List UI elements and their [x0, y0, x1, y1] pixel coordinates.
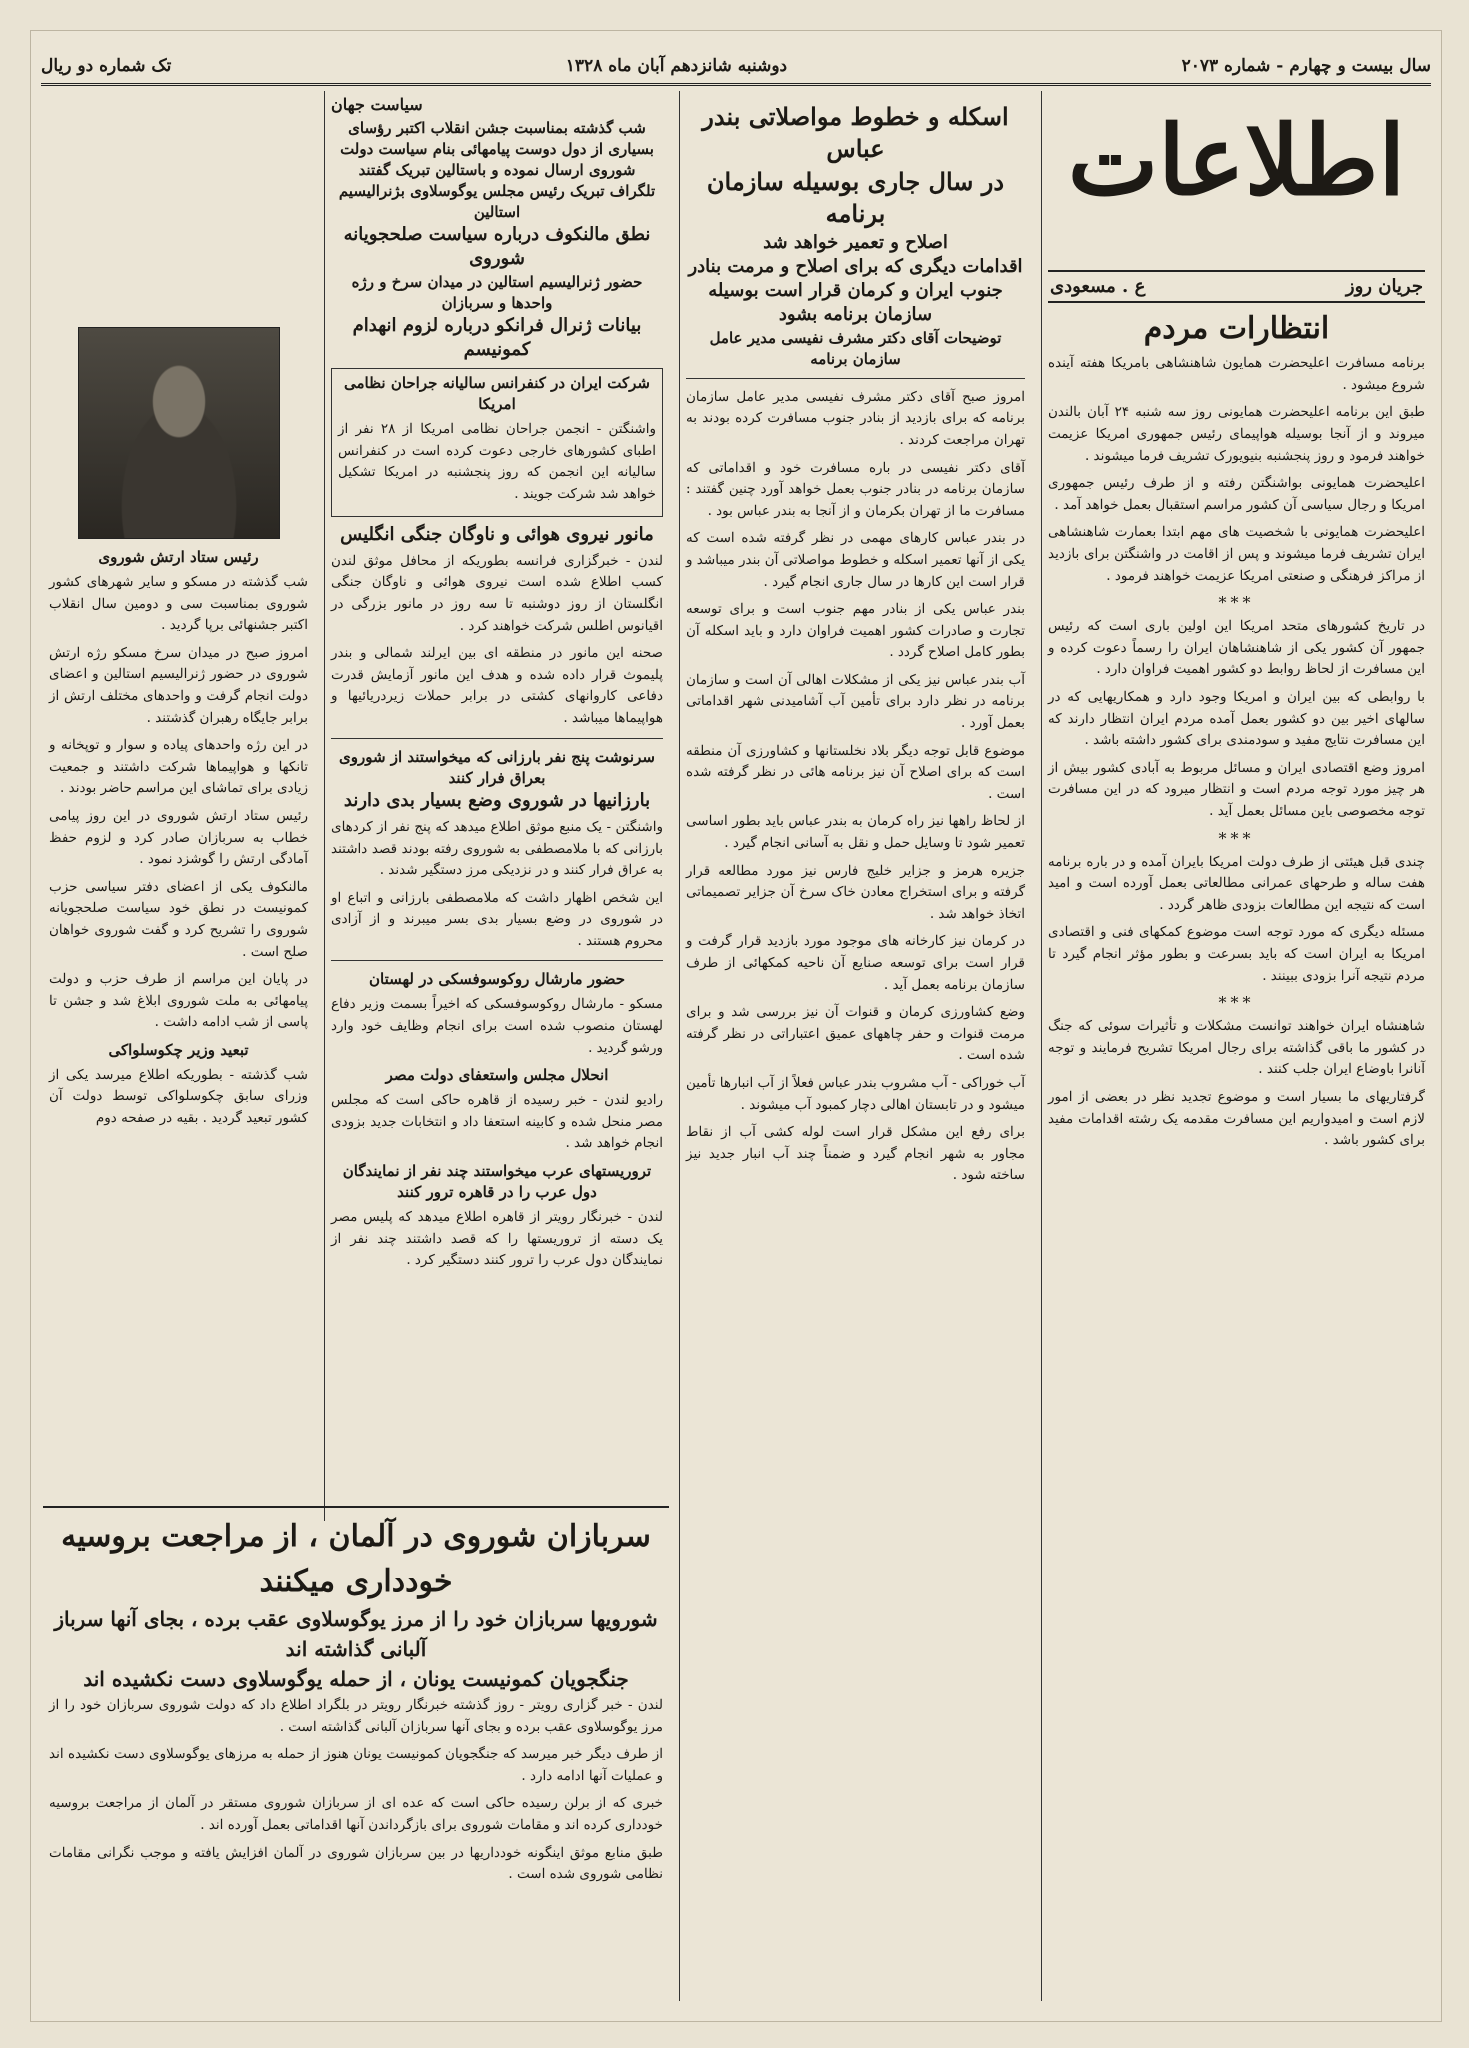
- article-paragraph: آقای دکتر نفیسی در باره مسافرت خود و اقداماتی که سازمان برنامه در بنادر جنوب بعمل خواهد آورد چنین گفتند : مسافرت ما از تهران بکرمان و از آنجا به بندر عباس بود .: [686, 459, 1025, 519]
- column-world-politics: [324, 91, 669, 1521]
- article-paragraph: در بندر عباس کارهای مهمی در نظر گرفته شده است که یکی از آنها تعمیر اسکله و خطوط مواصلاتی آن بندر میباشد و قرار است این کارها در سال جاری انجام گیرد .: [686, 530, 1025, 590]
- news-headline: مانور نیروی هوائی و ناوگان جنگی انگلیس: [340, 523, 654, 545]
- article-paragraph: آب خوراکی - آب مشروب بندر عباس فعلاً از آب انبارها تأمین میشود و در تابستان اهالی دچار کمبود آب میشوند .: [686, 1074, 1025, 1113]
- column-editorial: [1041, 91, 1431, 2001]
- news-headline: سرنوشت پنج نفر بارزانی که میخواستند از شوروی بعراق فرار کنند: [339, 747, 655, 787]
- box-headline: شرکت ایران در کنفرانس سالیانه جراحان نظامی امریکا: [344, 374, 650, 414]
- article-subheadline: اصلاح و تعمیر خواهد شد: [763, 231, 948, 253]
- column-soviet-news: [43, 321, 314, 1521]
- year-issue: سال بیست و چهارم - شماره ۲۰۷۳: [1181, 56, 1431, 76]
- news-paragraph: این شخص اظهار داشت که ملامصطفی بارزانی و اتباع او در شوروی در وضع بسیار بدی بسر میبرند و از آزادی محروم هستند .: [331, 889, 663, 949]
- news-paragraph: امروز صبح در میدان سرخ مسکو رژه ارتش شوروی در حضور ژنرالیسیم استالین و اعضای دولت انجام گرفت و واحدهای مختلف ارتش از برابر جایگاه رهبران گذشتند .: [49, 644, 308, 726]
- article-paragraph: در کرمان نیز کارخانه های موجود مورد بازدید قرار گرفت و قرار است برای توسعه صنایع آن ناحیه کمکهائی از طرف سازمان برنامه بعمل آید .: [686, 933, 1025, 993]
- portrait-photo: [78, 327, 280, 539]
- editorial-headline: انتظارات مردم: [1143, 310, 1330, 346]
- photo-caption: رئیس ستاد ارتش شوروی: [98, 548, 259, 566]
- banner-paragraph: لندن - خبر گزاری رویتر - روز گذشته خبرنگار رویتر در بلگراد اطلاع داد که دولت شوروی سربازان خود را از مرز یوگوسلاوی عقب برده و بجای آنها سربازان آلبانی گذاشته است .: [49, 1697, 663, 1735]
- news-headline: تلگراف تبریک رئیس مجلس یوگوسلاوی بژنرالیسیم استالین: [338, 182, 656, 221]
- news-paragraph: در این رژه واحدهای پیاده و سوار و توپخانه و تانکها و هواپیماها شرکت داشتند و جمعیت زیادی برای تماشای این مراسم حاضر بودند .: [49, 737, 308, 797]
- news-paragraph: رئیس ستاد ارتش شوروی در این روز پیامی خطاب به سربازان صادر کرد و لزوم حفظ آمادگی ارتش را گوشزد نمود .: [49, 807, 308, 868]
- news-headline: انحلال مجلس واستعفای دولت مصر: [385, 1066, 609, 1085]
- news-headline: تبعید وزیر چکوسلواکی: [108, 1040, 249, 1059]
- news-paragraph: لندن - خبرگزاری فرانسه بطوریکه از محافل موثق لندن کسب اطلاع شده است نیروی هوائی و ناوگان جنگی انگلستان از روز دوشنبه تا سه روز در مانور بزرگی در اقیانوس اطلس شرکت خواهند کرد .: [331, 552, 663, 634]
- masthead-title: اطلاعات: [1067, 104, 1406, 217]
- news-paragraph: صحنه این مانور در منطقه ای بین ایرلند شمالی و بندر پلیموث قرار داده شده و هدف این مانور آزمایش قدرت دفاعی کاروانهای کشتی در برابر حملات زیردریائیها و هواپیماها میباشد .: [331, 645, 663, 727]
- banner-subheadline: شورویها سربازان خود را از مرز یوگوسلاوی عقب برده ، بجای آنها سرباز آلبانی گذاشته اند: [54, 1607, 658, 1661]
- section-label: سیاست جهان: [331, 95, 423, 114]
- column-bandar-abbas: [679, 91, 1031, 2001]
- article-deck: اقدامات دیگری که برای اصلاح و مرمت بنادر جنوب ایران و کرمان قرار است بوسیله سازمان برنامه بشود: [688, 255, 1023, 326]
- banner-paragraph: از طرف دیگر خبر میرسد که جنگجویان کمونیست یونان هنوز از حمله به مرزهای یوگوسلاوی دست نکشیده اند و عملیات آنها ادامه دارد .: [49, 1746, 663, 1784]
- editorial-paragraph: اعلیحضرت همایونی بواشنگتن رفته و از طرف رئیس جمهوری امریکا و رجال سیاسی آن کشور مراسم استقبال بعمل خواهد آمد .: [1048, 475, 1425, 513]
- news-paragraph: در پایان این مراسم از طرف حزب و دولت پیامهائی به ملت شوروی ابلاغ شد و جشن تا پاسی از شب ادامه داشت .: [49, 971, 308, 1031]
- article-paragraph: بندر عباس یکی از بنادر مهم جنوب است و برای توسعه تجارت و صادرات کشور اهمیت فراوان دارد و باید اسکله آن بطور کامل اصلاح گردد .: [686, 601, 1025, 661]
- separator-stars: ***: [1218, 593, 1255, 613]
- news-paragraph: لندن - خبرنگار رویتر از قاهره اطلاع میدهد که پلیس مصر یک دسته از تروریستها را که قصد داشتند چند نفر از نمایندگان دول عرب را ترور کنند دستگیر کرد .: [331, 1209, 663, 1269]
- article-headline-2: در سال جاری بوسیله سازمان برنامه: [706, 166, 1005, 229]
- news-paragraph: شب گذشته در مسکو و سایر شهرهای کشور شوروی بمناسبت سی و دومین سال انقلاب اکتبر جشنهائی برپا گردید .: [49, 574, 308, 634]
- editorial-paragraph: گرفتاریهای ما بسیار است و موضوع تجدید نظر در بعضی از امور لازم است و امیدواریم این مسافرت مقدمه یک رشته اقدامات مفید برای کشور باشد .: [1048, 1088, 1425, 1149]
- article-paragraph: از لحاظ راهها نیز راه کرمان به بندر عباس باید بطور اساسی تعمیر شود تا وسایل حمل و نقل به آسانی انجام گیرد .: [686, 813, 1025, 852]
- editorial-paragraph: برنامه مسافرت اعلیحضرت همایون شاهنشاهی بامریکا هفته آینده شروع میشود .: [1048, 355, 1425, 393]
- editorial-paragraph: چندی قبل هیئتی از طرف دولت امریکا بایران آمده و در باره برنامه هفت ساله و طرحهای عمرانی مطالعاتی بعمل آورده است و امید است که نتیجه این مطالعات بزودی ظاهر گردد .: [1048, 853, 1425, 913]
- banner-paragraph: طبق منابع موثق اینگونه خودداریها در بین سربازان شوروی در آلمان افزایش یافته و موجب نگرانی مقامات نظامی شوروی شده است .: [49, 1844, 663, 1883]
- news-paragraph: واشنگتن - یک منبع موثق اطلاع میدهد که پنج نفر از کردهای بارزانی که با ملامصطفی به شوروی رفته بودند قصد داشتند به عراق فرار کنند و در نزدیکی مرز دستگیر شدند .: [331, 818, 663, 879]
- article-paragraph: برای رفع این مشکل قرار است لوله کشی آب از نقاط مجاور به شهر انجام گیرد و ضمناً چند آب انبار جدید نیز ساخته شود .: [686, 1124, 1025, 1184]
- news-paragraph: مالنکوف یکی از اعضای دفتر سیاسی حزب کمونیست در نطق خود سیاست صلحجویانه شوروی را تشریح کرد و گفت شوروی خواهان صلح است .: [49, 878, 308, 960]
- banner-subheadline-2: جنگجویان کمونیست یونان ، از حمله یوگوسلاوی دست نکشیده اند: [83, 1667, 629, 1691]
- news-headline-bold: نطق مالنکوف درباره سیاست صلحجویانه شوروی: [343, 224, 651, 270]
- editorial-paragraph: امروز وضع اقتصادی ایران و مسائل مربوط به آبادی کشور بیش از هر چیز مورد توجه مردم است و انتظار میرود که در این مسافرت توجه مخصوصی باین مسائل بعمل آید .: [1048, 759, 1425, 819]
- bottom-banner: [43, 1506, 669, 1694]
- top-dateline: [41, 49, 1431, 86]
- news-headline-bold: بیانات ژنرال فرانکو درباره لزوم انهدام کمونیسم: [352, 314, 642, 360]
- column-author: ع . مسعودی: [1050, 275, 1146, 297]
- news-headline: بارزانیها در شوروی وضع بسیار بدی دارند: [343, 789, 651, 811]
- editorial-paragraph: شاهنشاه ایران خواهند توانست مشکلات و تأثیرات سوئی که جنگ در کشور ما باقی گذاشته برای رجال امریکا تشریح فرمایند و توجه آنانرا باوضاع ایران جلب کنند .: [1048, 1018, 1425, 1078]
- box-paragraph: واشنگتن - انجمن جراحان نظامی امریکا از ۲۸ نفر از اطبای کشورهای خارجی دعوت کرده است در کنفرانس سالیانه این انجمن که روز پنجشنبه در امریکا تشکیل خواهد شد شرکت جویند .: [338, 421, 656, 502]
- newspaper-page: [30, 30, 1442, 2022]
- issue-date: دوشنبه شانزدهم آبان ماه ۱۳۲۸: [565, 56, 788, 76]
- article-paragraph: جزیره هرمز و جزایر خلیج فارس نیز مورد مطالعه قرار گرفته و برای استخراج معادن خاک سرخ آن جزایر تصمیماتی اتخاذ خواهد شد .: [686, 862, 1025, 922]
- article-headline: اسکله و خطوط مواصلاتی بندر عباس: [702, 102, 1009, 164]
- editorial-paragraph: در تاریخ کشورهای متحد امریکا این اولین باری است که رئیس جمهور آن کشور یکی از شاهنشاهان ایران را رسماً دعوت کرده و این مسافرت از لحاظ روابط دو کشور اهمیت فراوان دارد .: [1048, 618, 1425, 678]
- article-paragraph: آب بندر عباس نیز یکی از مشکلات اهالی آن است و سازمان برنامه در نظر دارد برای تأمین آب آشامیدنی شهر اقداماتی بعمل آورد .: [686, 671, 1025, 732]
- news-paragraph: رادیو لندن - خبر رسیده از قاهره حاکی است که مجلس مصر منحل شده و کابینه استعفا داد و انتخابات جدید بزودی انجام خواهد شد .: [331, 1092, 663, 1152]
- news-topline: شب گذشته بمناسبت جشن انقلاب اکتبر رؤسای بسیاری از دول دوست پیامهائی بنام سیاست دولت شوروی ارسال نموده و باستالین تبریک گفتند: [340, 119, 654, 179]
- separator-stars: ***: [1218, 828, 1255, 848]
- banner-paragraph: خبری که از برلن رسیده حاکی است که عده ای از سربازان شوروی مستقر در آلمان از مراجعت بروسیه خودداری کرده اند و مقامات شوروی برای بازگرداندن آنها اقداماتی بعمل آورده اند .: [49, 1795, 663, 1833]
- editorial-paragraph: مسئله دیگری که مورد توجه است موضوع کمکهای فنی و اقتصادی امریکا به ایران است که باید بسرعت و بطور مؤثر انجام گیرد تا مردم نتیجه آنرا بزودی ببینند .: [1048, 924, 1425, 984]
- divider: [331, 960, 663, 961]
- news-headline: حضور ژنرالیسیم استالین در میدان سرخ و رژه واحدها و سربازان: [351, 272, 643, 312]
- banner-article: [43, 1691, 669, 2001]
- separator-stars: ***: [1218, 993, 1255, 1013]
- article-deck-2: توضیحات آقای دکتر مشرف نفیسی مدیر عامل سازمان برنامه: [709, 328, 1002, 368]
- column-byline: [1048, 270, 1425, 303]
- news-headline: حضور مارشال روکوسوفسکی در لهستان: [369, 970, 625, 989]
- news-box: [331, 368, 663, 516]
- column-name: جریان روز: [1345, 275, 1423, 297]
- news-paragraph: مسکو - مارشال روکوسوفسکی که اخیراً بسمت وزیر دفاع لهستان منصوب شده است برای انجام وظایف خود وارد ورشو گردید .: [331, 996, 663, 1056]
- news-paragraph: شب گذشته - بطوریکه اطلاع میرسد یکی از وزرای سابق چکوسلواکی توسط دولت آن کشور تبعید گردید . بقیه در صفحه دوم: [49, 1066, 308, 1127]
- article-paragraph: وضع کشاورزی کرمان و قنوات آن نیز بررسی شد و برای مرمت قنوات و حفر چاههای عمیق اعتباراتی در نظر گرفته شده است .: [686, 1004, 1025, 1064]
- banner-headline: سربازان شوروی در آلمان ، از مراجعت بروسیه خودداری میکنند: [61, 1519, 651, 1599]
- editorial-paragraph: با روابطی که بین ایران و امریکا وجود دارد و همکاریهایی که در سالهای اخیر بین دو کشور بعمل آمده مردم ایران انتظار دارند که این مسافرت نتایج مفید و سودمندی برای کشور داشته باشد .: [1048, 689, 1425, 749]
- article-paragraph: امروز صبح آقای دکتر مشرف نفیسی مدیر عامل سازمان برنامه که برای بازدید از بنادر جنوب مسافرت کرده بودند به تهران مراجعت کردند .: [686, 388, 1025, 448]
- divider: [686, 378, 1025, 379]
- article-paragraph: موضوع قابل توجه دیگر بلاد نخلستانها و کشاورزی آن منطقه است که برای اصلاح آن نیز برنامه هائی در نظر گرفته شده است .: [686, 742, 1025, 802]
- editorial-paragraph: طبق این برنامه اعلیحضرت همایونی روز سه شنبه ۲۴ آبان بالندن میروند و از آنجا بوسیله هواپیمای رئیس جمهوری امریکا عزیمت خواهند فرمود و روز پنجشنبه بنیویورک تشریف فرما میشوند .: [1048, 404, 1425, 464]
- editorial-paragraph: اعلیحضرت همایونی با شخصیت های مهم ابتدا بعمارت شاهنشاهی ایران تشریف فرما میشوند و پس از اقامت در واشنگتن برای بازدید از مراکز فرهنگی و صنعتی امریکا عزیمت خواهند فرمود .: [1048, 524, 1425, 584]
- issue-price: تک شماره دو ریال: [41, 56, 172, 76]
- news-headline: تروریستهای عرب میخواستند چند نفر از نمایندگان دول عرب را در قاهره ترور کنند: [342, 1162, 652, 1202]
- divider: [331, 738, 663, 739]
